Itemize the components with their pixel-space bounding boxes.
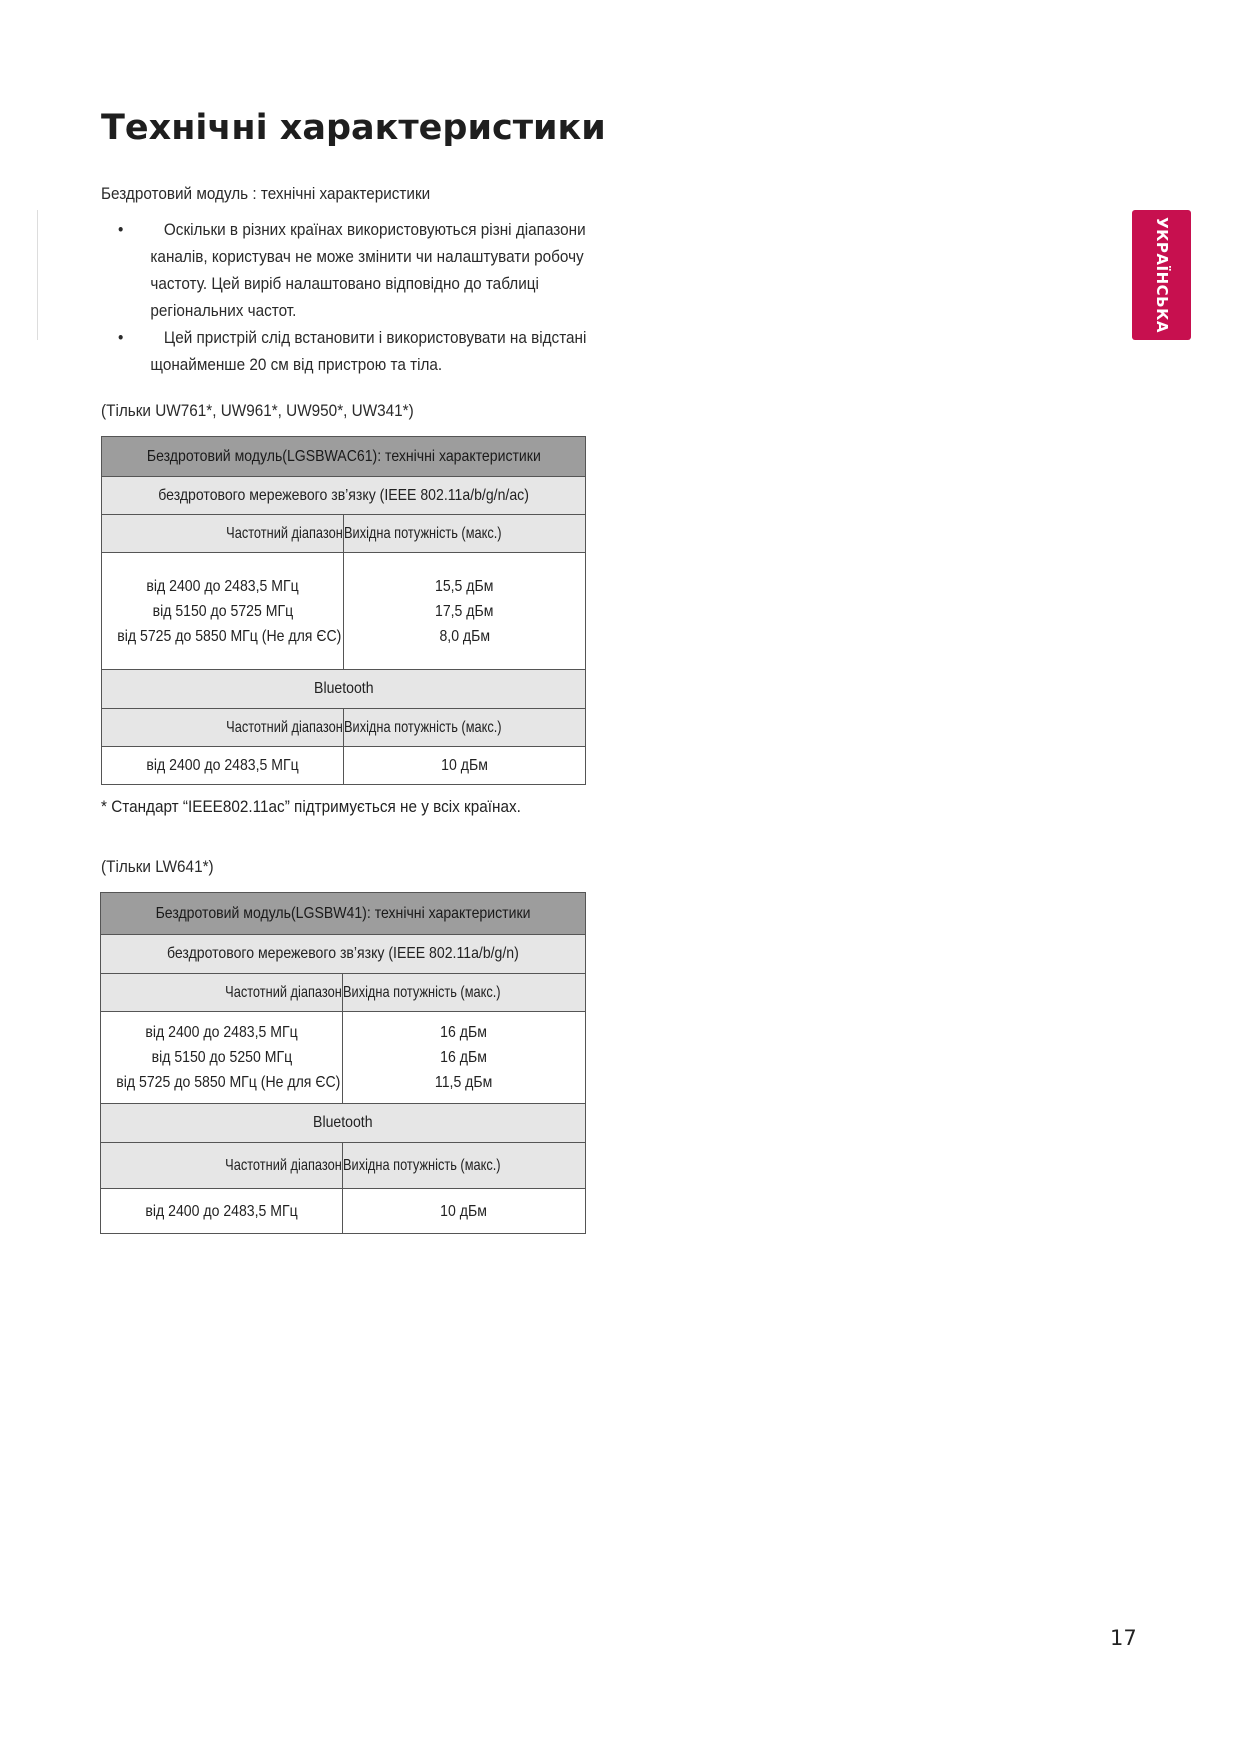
table-row bbox=[101, 974, 586, 1012]
frequency-cell: від 2400 до 2483,5 МГц bbox=[101, 1189, 343, 1234]
power-cell: 16 дБм 16 дБм 11,5 дБм bbox=[343, 1012, 586, 1104]
power-cell: 10 дБм bbox=[344, 747, 586, 785]
page-title: Технічні характеристики bbox=[101, 108, 606, 148]
bullet-list bbox=[118, 216, 604, 378]
column-header-frequency: Частотний діапазон bbox=[101, 974, 343, 1012]
table-row bbox=[102, 709, 586, 747]
table-title-cell: Бездротовий модуль(LGSBW41): технічні характеристики bbox=[101, 893, 586, 935]
bluetooth-title-cell: Bluetooth bbox=[102, 670, 586, 709]
table1-footnote: * Стандарт “IEEE802.11ac” підтримується не у всіх країнах. bbox=[101, 797, 521, 816]
table-row bbox=[102, 437, 586, 477]
table-row bbox=[102, 553, 586, 670]
column-header-power: Вихідна потужність (макс.) bbox=[344, 515, 586, 553]
frequency-cell: від 2400 до 2483,5 МГц від 5150 до 5250 МГц від 5725 до 5850 МГц (Не для ЄС) bbox=[101, 1012, 343, 1104]
page-number: 17 bbox=[1110, 1626, 1137, 1650]
bullet-item: • Оскільки в різних країнах використовуються різні діапазони каналів, користувач не може змінити чи налаштувати робочу частоту. Цей виріб налаштовано відповідно до таблиці регіональних частот. bbox=[118, 216, 604, 324]
table-row bbox=[102, 477, 586, 515]
table-row bbox=[102, 515, 586, 553]
frequency-cell: від 2400 до 2483,5 МГц bbox=[102, 747, 344, 785]
wlan-title-cell: бездротового мережевого зв’язку (IEEE 802.11a/b/g/n) bbox=[101, 935, 586, 974]
language-tab bbox=[1132, 210, 1191, 340]
table-row bbox=[101, 1104, 586, 1143]
column-header-frequency: Частотний діапазон bbox=[102, 515, 344, 553]
column-header-frequency: Частотний діапазон bbox=[101, 1143, 343, 1189]
wlan-title-cell: бездротового мережевого зв’язку (IEEE 802.11a/b/g/n/ac) bbox=[102, 477, 586, 515]
column-header-power: Вихідна потужність (макс.) bbox=[344, 709, 586, 747]
margin-rule bbox=[37, 210, 38, 340]
table-row bbox=[101, 1189, 586, 1234]
table-row bbox=[102, 747, 586, 785]
intro-text: Бездротовий модуль : технічні характеристики bbox=[101, 184, 431, 203]
table-row bbox=[101, 1143, 586, 1189]
bluetooth-title-cell: Bluetooth bbox=[101, 1104, 586, 1143]
spec-table-lgsbw41 bbox=[100, 892, 586, 1234]
table-row bbox=[101, 893, 586, 935]
table-row bbox=[102, 670, 586, 709]
language-tab-label: УКРАЇНСЬКА bbox=[1152, 217, 1171, 333]
spec-table-lgsbwac61 bbox=[101, 436, 586, 785]
table-row bbox=[101, 935, 586, 974]
table-row bbox=[101, 1012, 586, 1104]
table1-models-note: (Тільки UW761*, UW961*, UW950*, UW341*) bbox=[101, 401, 414, 420]
table2-models-note: (Тільки LW641*) bbox=[101, 857, 214, 876]
power-cell: 15,5 дБм 17,5 дБм 8,0 дБм bbox=[344, 553, 586, 670]
table-title-cell: Бездротовий модуль(LGSBWAC61): технічні характеристики bbox=[102, 437, 586, 477]
column-header-power: Вихідна потужність (макс.) bbox=[343, 974, 586, 1012]
column-header-power: Вихідна потужність (макс.) bbox=[343, 1143, 586, 1189]
column-header-frequency: Частотний діапазон bbox=[102, 709, 344, 747]
bullet-item: • Цей пристрій слід встановити і використовувати на відстані щонайменше 20 см від пристрою та тіла. bbox=[118, 324, 604, 378]
frequency-cell: від 2400 до 2483,5 МГц від 5150 до 5725 МГц від 5725 до 5850 МГц (Не для ЄС) bbox=[102, 553, 344, 670]
power-cell: 10 дБм bbox=[343, 1189, 586, 1234]
